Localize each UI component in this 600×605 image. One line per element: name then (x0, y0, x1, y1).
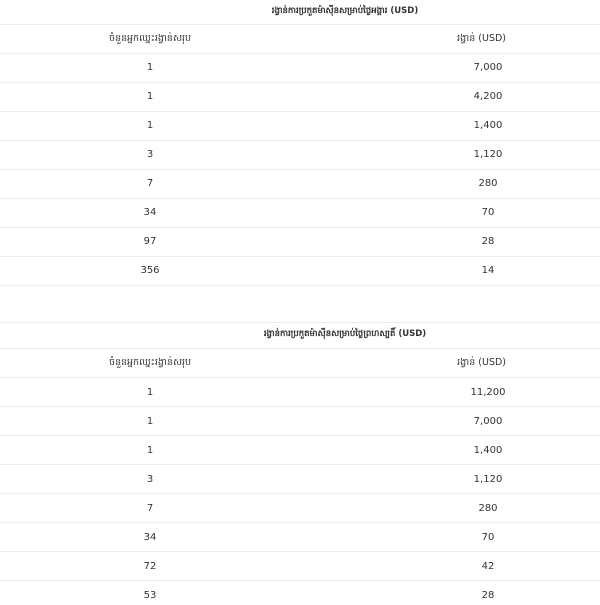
winners-cell: 7 (0, 494, 300, 523)
table-title-row (0, 323, 600, 349)
table-row (0, 111, 600, 140)
winners-cell: 34 (0, 523, 300, 552)
table-title: រង្វាន់ការប្រកួតម៉ាស៊ីនសម្រាប់ថ្ងៃព្រហស្បតិ៍ (USD) (0, 323, 600, 349)
winners-cell: 1 (0, 53, 300, 82)
prize-cell (300, 465, 600, 494)
prize-table-thursday (0, 323, 600, 605)
prize-cell (300, 523, 600, 552)
table-row (0, 465, 600, 494)
column-header-winners: ចំនួនអ្នកឈ្នះរង្វាន់សរុប (0, 349, 300, 378)
prize-cell (300, 378, 600, 407)
column-header-prize (300, 349, 600, 378)
table-row (0, 378, 600, 407)
prize-value: 280 (478, 502, 498, 514)
prize-value: 7,000 (473, 62, 503, 73)
table-row (0, 53, 600, 82)
prize-cell (300, 82, 600, 111)
winners-cell: 1 (0, 111, 300, 140)
prize-value: 70 (481, 531, 495, 543)
column-header-prize (300, 24, 600, 53)
table-row (0, 494, 600, 523)
prize-value: 28 (481, 589, 495, 601)
winners-cell: 1 (0, 436, 300, 465)
table-title: រង្វាន់ការប្រកួតម៉ាស៊ីនសម្រាប់ថ្ងៃអង្គារ (USD) (0, 0, 600, 24)
prize-cell (300, 581, 600, 605)
prize-cell (300, 552, 600, 581)
prize-cell (300, 256, 600, 285)
table-row (0, 140, 600, 169)
prize-cell (300, 227, 600, 256)
prize-cell (300, 494, 600, 523)
prize-value: 70 (481, 207, 495, 218)
winners-cell: 3 (0, 465, 300, 494)
table-row (0, 169, 600, 198)
winners-cell: 97 (0, 227, 300, 256)
winners-cell: 3 (0, 140, 300, 169)
winners-cell: 1 (0, 378, 300, 407)
table-spacer (0, 286, 600, 323)
prize-value: 4,200 (473, 91, 503, 102)
table-row (0, 552, 600, 581)
table-row (0, 256, 600, 285)
prize-table-tuesday (0, 0, 600, 286)
prize-value: 11,200 (470, 386, 506, 398)
table-row (0, 436, 600, 465)
column-header-prize-label: រង្វាន់ (USD) (457, 357, 506, 368)
winners-cell: 7 (0, 169, 300, 198)
winners-cell: 53 (0, 581, 300, 605)
prize-cell (300, 53, 600, 82)
table-row (0, 581, 600, 605)
prize-value: 280 (478, 178, 498, 189)
prize-cell (300, 436, 600, 465)
prize-cell (300, 198, 600, 227)
prize-cell (300, 169, 600, 198)
table-row (0, 227, 600, 256)
table-row (0, 523, 600, 552)
prize-value: 1,120 (473, 149, 503, 160)
winners-cell: 1 (0, 407, 300, 436)
table-header-row (0, 349, 600, 378)
table-title-row (0, 0, 600, 24)
column-header-winners: ចំនួនអ្នកឈ្នះរង្វាន់សរុប (0, 24, 300, 53)
winners-cell: 34 (0, 198, 300, 227)
table-row (0, 407, 600, 436)
winners-cell: 1 (0, 82, 300, 111)
prize-value: 1,400 (473, 444, 503, 456)
winners-cell: 72 (0, 552, 300, 581)
table-header-row (0, 24, 600, 53)
prize-value: 14 (481, 265, 495, 276)
prize-value: 42 (481, 560, 495, 572)
table-row (0, 82, 600, 111)
prize-cell (300, 407, 600, 436)
prize-value: 1,400 (473, 120, 503, 131)
prize-value: 7,000 (473, 415, 503, 427)
prize-value: 28 (481, 236, 495, 247)
column-header-prize-label: រង្វាន់ (USD) (457, 32, 506, 44)
winners-cell: 356 (0, 256, 300, 285)
prize-cell (300, 111, 600, 140)
prize-value: 1,120 (473, 473, 503, 485)
table-row (0, 198, 600, 227)
prize-cell (300, 140, 600, 169)
